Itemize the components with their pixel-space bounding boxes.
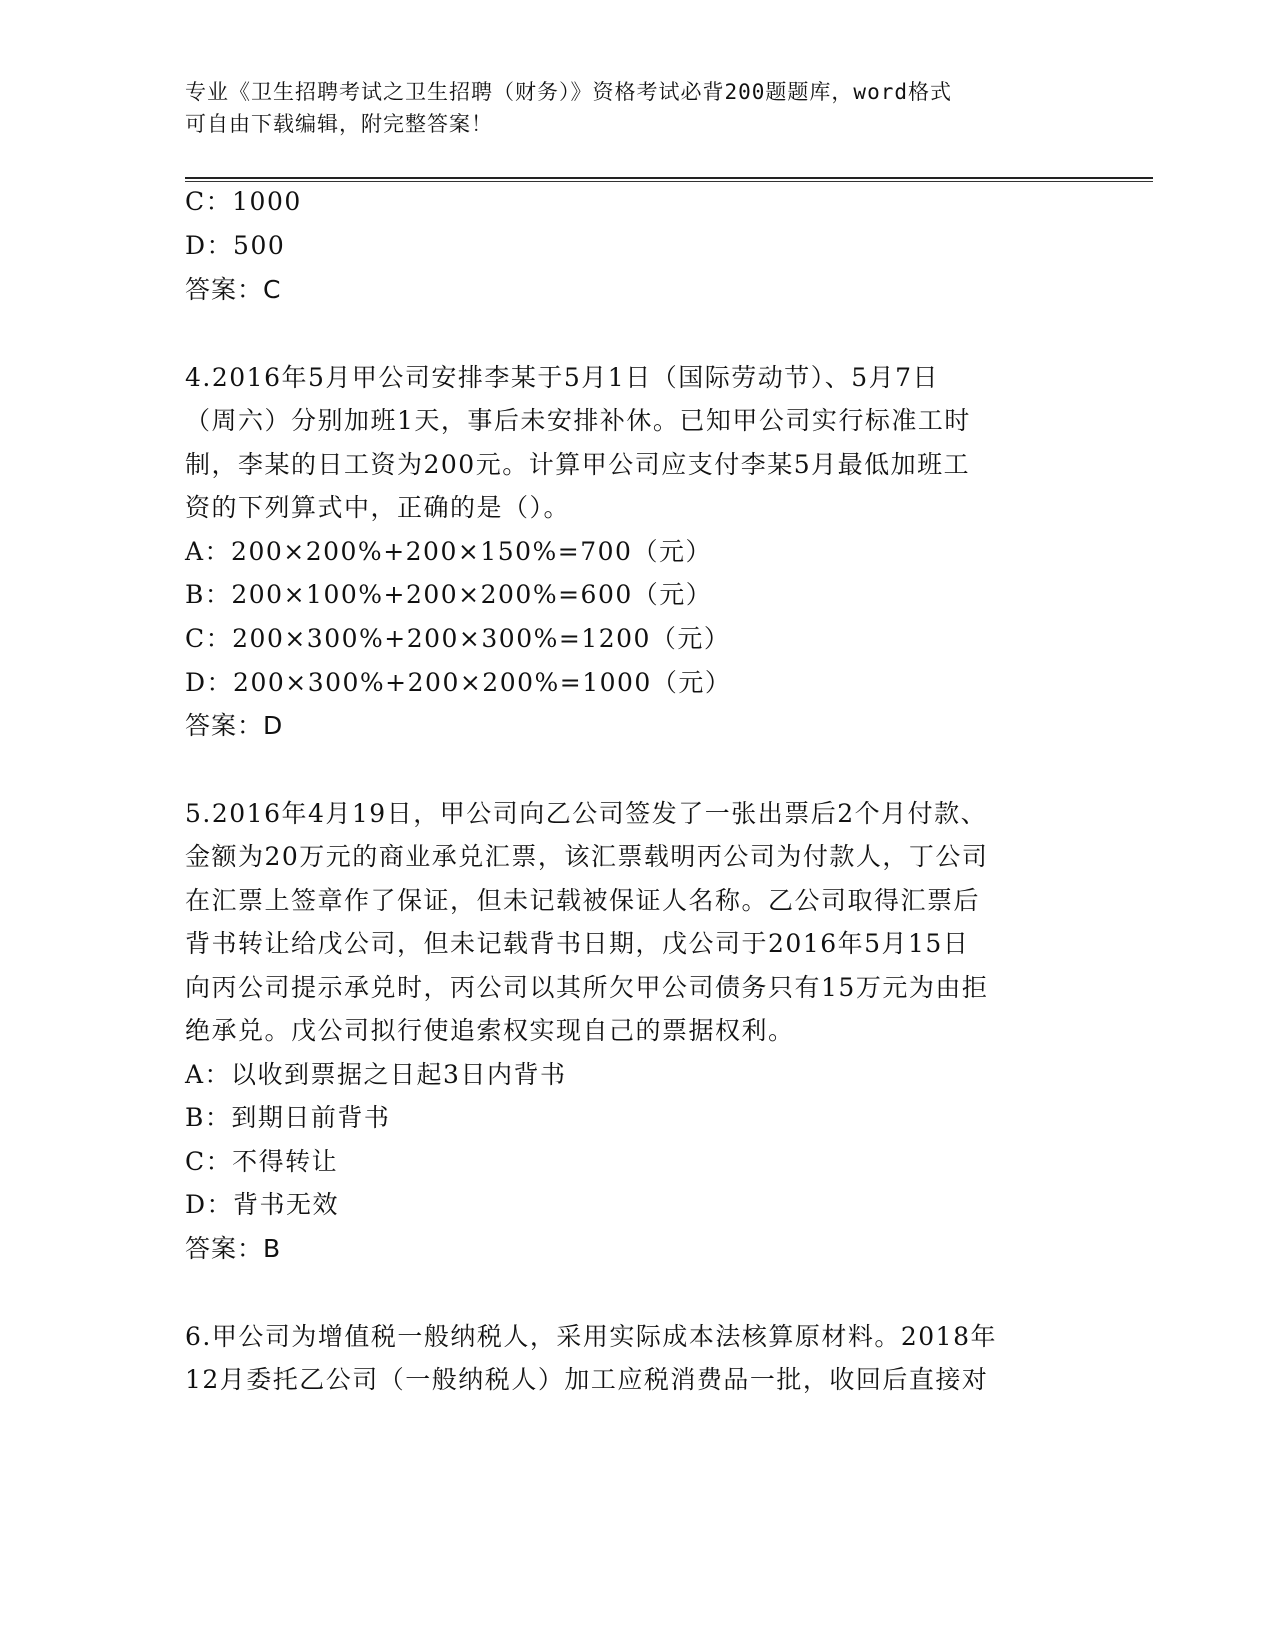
q5-option-b: B：到期日前背书 <box>185 1103 391 1132</box>
q5-stem-line-6: 绝承兑。戊公司拟行使追索权实现自己的票据权利。 <box>185 1016 795 1045</box>
q3-option-c: C：1000 <box>185 187 302 216</box>
q4-option-a: A：200×200%+200×150%=700（元） <box>185 537 712 566</box>
q5-option-d: D：背书无效 <box>185 1190 340 1219</box>
q5-stem-line-3: 在汇票上签章作了保证，但未记载被保证人名称。乙公司取得汇票后 <box>185 886 981 915</box>
q4-stem-line-2: （周六）分别加班1天，事后未安排补休。已知甲公司实行标准工时 <box>185 406 971 435</box>
q6-stem-line-2: 12月委托乙公司（一般纳税人）加工应税消费品一批，收回后直接对 <box>185 1365 989 1394</box>
q4-stem-line-3: 制，李某的日工资为200元。计算甲公司应支付李某5月最低加班工 <box>185 450 971 479</box>
q3-option-d: D：500 <box>185 231 286 260</box>
q4-option-b: B：200×100%+200×200%=600（元） <box>185 580 713 609</box>
q4-option-c: C：200×300%+200×300%=1200（元） <box>185 624 731 653</box>
q3-answer: 答案：C <box>185 275 282 304</box>
header-title-line-2: 可自由下载编辑，附完整答案！ <box>185 112 493 136</box>
q4-stem-line-4: 资的下列算式中，正确的是（）。 <box>185 493 571 522</box>
header-title-line-1: 专业《卫生招聘考试之卫生招聘（财务）》资格考试必背200题题库，word格式 <box>185 80 952 104</box>
q5-stem-line-4: 背书转让给戊公司，但未记载背书日期，戊公司于2016年5月15日 <box>185 929 970 958</box>
q4-option-d: D：200×300%+200×200%=1000（元） <box>185 668 732 697</box>
header-divider-thick <box>185 177 1153 179</box>
q5-option-a: A：以收到票据之日起3日内背书 <box>185 1060 567 1089</box>
q5-stem-line-5: 向丙公司提示承兑时，丙公司以其所欠甲公司债务只有15万元为由拒 <box>185 973 989 1002</box>
header-divider-thin <box>185 181 1153 182</box>
page-header <box>185 76 1085 140</box>
q5-answer: 答案：B <box>185 1234 282 1263</box>
q5-option-c: C：不得转让 <box>185 1147 339 1176</box>
q4-answer: 答案：D <box>185 711 284 740</box>
q4-stem-line-1: 4.2016年5月甲公司安排李某于5月1日（国际劳动节）、5月7日 <box>185 363 940 392</box>
q6-stem-line-1: 6.甲公司为增值税一般纳税人，采用实际成本法核算原材料。2018年 <box>185 1322 997 1351</box>
q5-stem-line-1: 5.2016年4月19日，甲公司向乙公司签发了一张出票后2个月付款、 <box>185 799 988 828</box>
q5-stem-line-2: 金额为20万元的商业承兑汇票，该汇票载明丙公司为付款人，丁公司 <box>185 842 989 871</box>
